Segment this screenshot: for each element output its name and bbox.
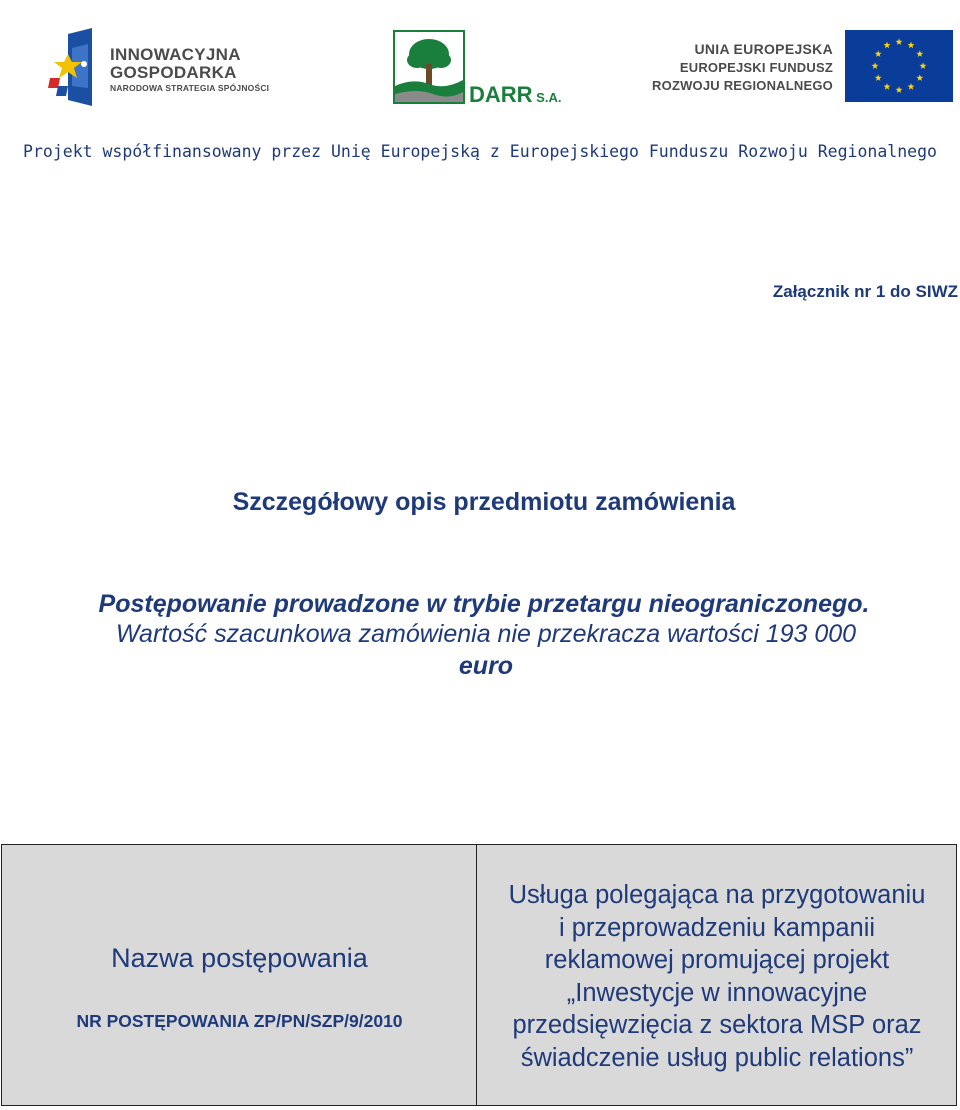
innowacyjna-gospodarka-logo <box>48 28 288 108</box>
procedure-name-label: Nazwa postępowania <box>111 943 368 973</box>
tree-icon <box>393 30 465 104</box>
procedure-name-cell <box>2 845 477 1105</box>
eu-logo-line1: UNIA EUROPEJSKA <box>694 41 833 57</box>
description-line: reklamowej promującej projekt <box>544 946 890 974</box>
estimated-value-line1: Wartość szacunkowa zamówienia nie przekracza wartości 193 000 <box>115 620 857 648</box>
logo-text-strategia: NARODOWA STRATEGIA SPÓJNOŚCI <box>110 83 270 93</box>
eu-logo <box>648 28 958 108</box>
description-line: Usługa polegająca na przygotowaniu <box>508 881 926 909</box>
document-title: Szczegółowy opis przedmiotu zamówienia <box>232 488 736 516</box>
eu-logo-line3: ROZWOJU REGIONALNEGO <box>652 78 833 93</box>
logo-text-gospodarka: GOSPODARKA <box>110 63 237 82</box>
eu-logo-line2: EUROPEJSKI FUNDUSZ <box>679 60 833 75</box>
procedure-description-cell <box>477 845 956 1105</box>
description-line: świadczenie usług public relations” <box>520 1043 914 1072</box>
cofinancing-note: Projekt współfinansowany przez Unię Europejską z Europejskiego Funduszu Rozwoju Regionalnego <box>23 142 937 161</box>
procedure-description <box>477 879 957 1074</box>
procedure-mode: Postępowanie prowadzone w trybie przetargu nieograniczonego. <box>98 590 870 618</box>
innowacyjna-gospodarka-emblem <box>48 28 108 106</box>
logo-text-innowacyjna: INNOWACYJNA <box>110 45 241 64</box>
eu-flag-icon <box>845 30 953 102</box>
procedure-table <box>1 844 957 1106</box>
description-line: i przeprowadzeniu kampanii <box>558 913 876 942</box>
description-line: „Inwestycje w innowacyjne <box>566 978 868 1007</box>
darr-logo-name: DARR <box>469 82 533 107</box>
estimated-value-line2: euro <box>458 652 514 680</box>
darr-logo-suffix: S.A. <box>532 90 562 105</box>
description-line: przedsięwzięcia z sektora MSP oraz <box>512 1011 922 1039</box>
procedure-number: NR POSTĘPOWANIA ZP/PN/SZP/9/2010 <box>76 1011 403 1031</box>
darr-logo <box>393 30 563 108</box>
attachment-label: Załącznik nr 1 do SIWZ <box>772 282 958 301</box>
